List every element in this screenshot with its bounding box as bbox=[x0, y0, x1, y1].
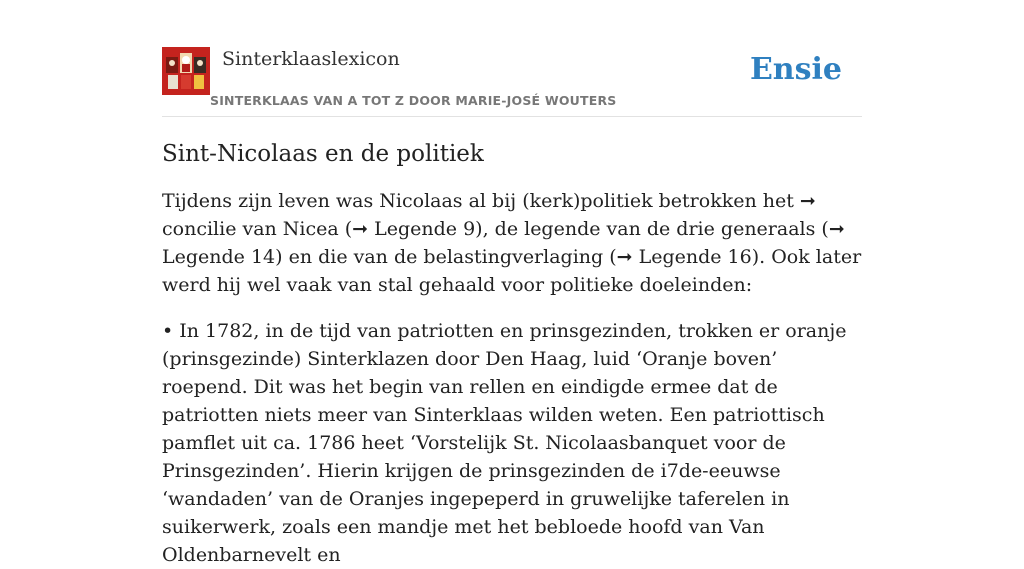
article-title: Sint-Nicolaas en de politiek bbox=[162, 141, 484, 167]
lexicon-title[interactable]: Sinterklaaslexicon bbox=[222, 48, 400, 70]
lexicon-subtitle: SINTERKLAAS VAN A TOT Z DOOR MARIE-JOSÉ WOUTERS bbox=[210, 93, 617, 108]
ensie-logo[interactable]: Ensie bbox=[749, 52, 842, 87]
lexicon-header bbox=[162, 44, 862, 117]
sinterklaas-collage-icon bbox=[162, 47, 210, 95]
lexicon-avatar[interactable] bbox=[162, 47, 210, 95]
article-paragraph: Tijdens zijn leven was Nicolaas al bij (kerk)politiek betrokken het ➞ concilie van Nicea (➞ Legende 9), de legende van de drie generaals (➞ Legende 14) en die van de belastingverlaging (➞ Legende 16). Ook later werd hij wel vaak van stal gehaald voor politieke doeleinden: bbox=[162, 190, 862, 296]
article-paragraph: • In 1782, in de tijd van patriotten en prinsgezinden, trokken er oranje (prinsgezinde) Sinterklazen door Den Haag, luid ‘Oranje boven’ roepend. Dit was het begin van rellen en eindigde ermee dat de patriotten niets meer van Sinterklaas wilden weten. Een patriottisch pamflet uit ca. 1786 heet ‘Vorstelijk St. Nicolaasbanquet voor de Prinsgezinden’. Hierin krijgen de prinsgezinden de i7de-eeuwse ‘wandaden’ van de Oranjes ingepeperd in gruwelijke taferelen in suikerwerk, zoals een mandje met het bebloede hoofd van Van Oldenbarnevelt en bbox=[162, 320, 847, 566]
article bbox=[162, 136, 864, 569]
